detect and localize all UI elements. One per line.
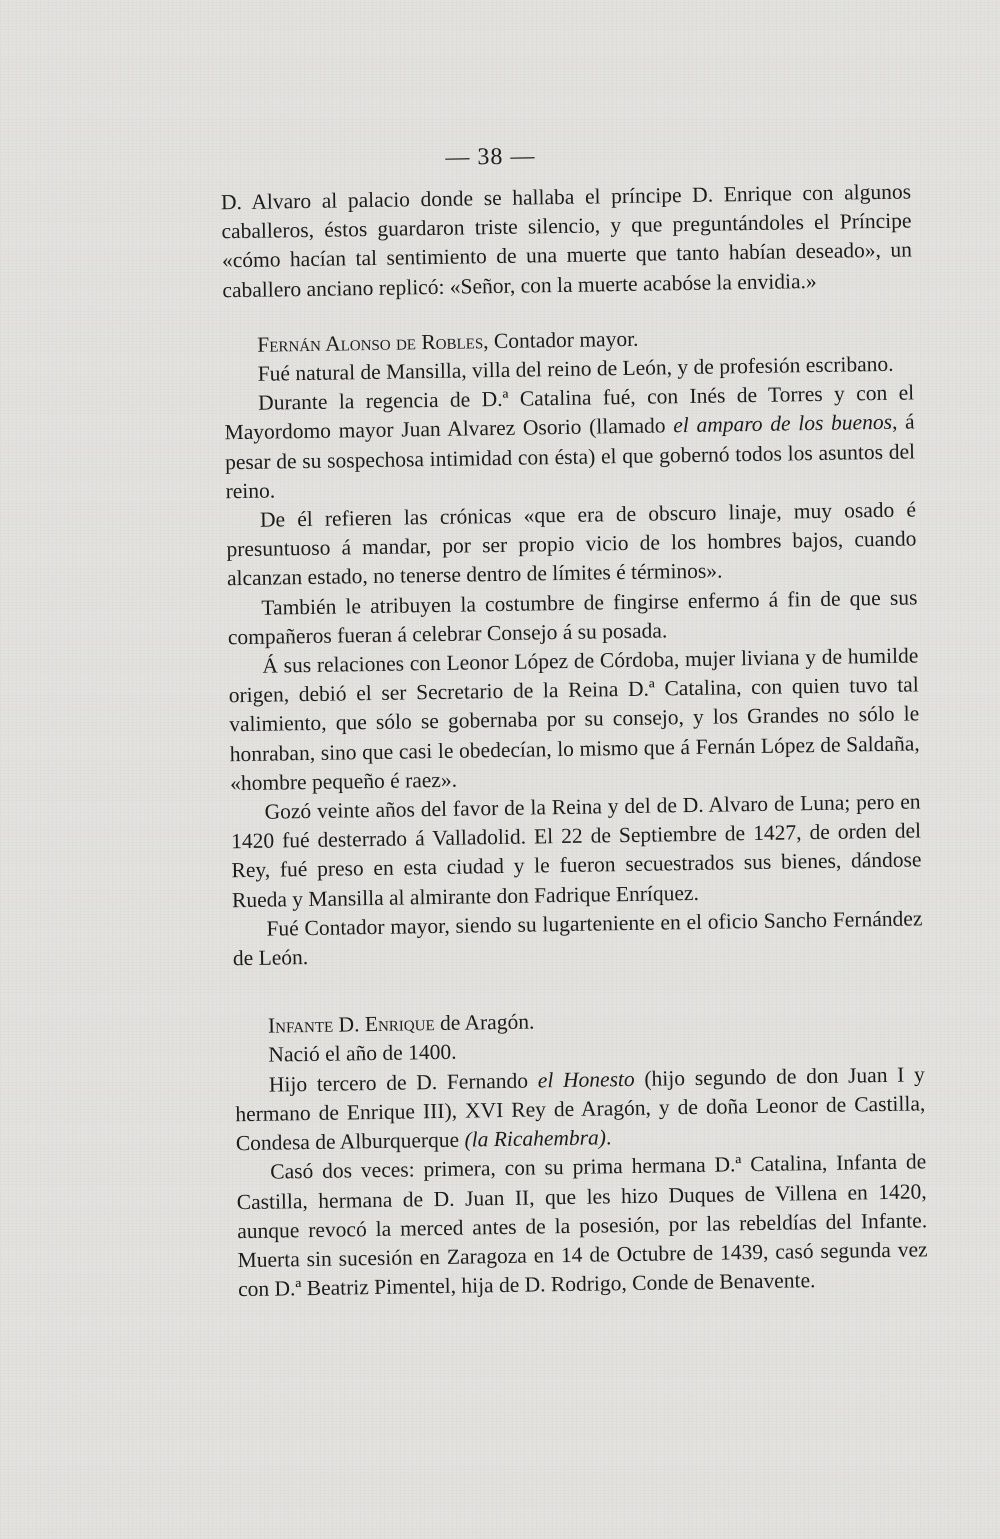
paragraph: De él refieren las crónicas «que era de obscuro linaje, muy osado é presuntuoso á mandar, por ser propio vicio de los hombres bajos, cuando alcanzan estado, no tenerse dentro de límites é términos». (226, 497, 917, 591)
paragraph (235, 1060, 926, 1158)
paragraph-text: , á pesar de su sospechosa intimidad con ésta) el que gobernó todos los asuntos del reino. (224, 409, 916, 504)
body-text (221, 177, 928, 1304)
entry-name: Fernán Alonso de Robles (257, 329, 484, 357)
paragraph: Á sus relaciones con Leonor López de Córdoba, mujer liviana y de humilde origen, debió el ser Secretario de la Reina D.ª Catalina, con quien tuvo tal valimiento, que sólo se gobernaba por su consejo, y los Grandes no sólo le honraban, sino que casi le obedecían, lo mismo que á Fernán López de Saldaña, «hombre pequeño é raez». (228, 643, 920, 796)
entry-title-rest: de Aragón. (434, 1009, 535, 1036)
italic-phrase: (la Ricahembra) (464, 1125, 607, 1152)
entry-title-word: Infante (267, 1012, 334, 1038)
page-number: — 38 — (445, 143, 536, 171)
paragraph-continuation: D. Alvaro al palacio donde se hallaba el príncipe D. Enrique con algunos caballeros, éstos guardaron triste silencio, y que preguntándoles el Príncipe «cómo hacían tal sentimiento de una muerte que tanto habían deseado», un caballero anciano replicó: «Señor, con la muerte acabóse la envidia.» (220, 179, 913, 302)
entry-title-word: D. (333, 1012, 366, 1037)
paragraph: Fué natural de Mansilla, villa del reino de León, y de profesión escribano. (257, 351, 894, 386)
paragraph-text: Hijo tercero de D. Fernando (268, 1068, 538, 1097)
paragraph: También le atribuyen la costumbre de fingirse enfermo á fin de que sus compañeros fueran á celebrar Consejo á su posada. (227, 585, 918, 650)
paragraph: Nació el año de 1400. (268, 1040, 457, 1068)
paragraph-text: (hijo segundo de don Juan I y hermano de Enrique III), XVI Rey de Aragón, y de doña Leonor de Castilla, Condesa de Alburquerque (235, 1062, 926, 1156)
paragraph: Casó dos veces: primera, con su prima hermana D.ª Catalina, Infanta de Castilla, hermana de D. Juan II, que les hizo Duques de Villena en 1420, aunque revocó la merced antes de la posesión, por las rebeldías del Infante. Muerta sin sucesión en Zaragoza en 14 de Octubre de 1439, casó segunda vez con D.ª Beatriz Pimentel, hija de D. Rodrigo, Conde de Benavente. (236, 1149, 928, 1302)
italic-phrase: el Honesto (537, 1066, 635, 1093)
entry-title: , Contador mayor. (483, 326, 639, 354)
paragraph (224, 379, 916, 507)
italic-phrase: el amparo de los buenos (673, 410, 893, 438)
paragraph-text: . (605, 1125, 612, 1150)
paragraph: Fué Contador mayor, siendo su lugarteniente en el oficio Sancho Fernández de León. (232, 906, 923, 971)
entry-name: Enrique (364, 1011, 435, 1037)
paragraph-text: Durante la regencia de D.ª Catalina fué, con Inés de Torres y con el Mayordomo mayor Juan Alvarez Osorio (llamado (224, 380, 915, 445)
paragraph: Gozó veinte años del favor de la Reina y del de D. Alvaro de Luna; pero en 1420 fué desterrado á Valladolid. El 22 de Septiembre de 1427, de orden del Rey, fué preso en esta ciudad y le fueron secuestrados sus bienes, dándose Rueda y Mansilla al almirante don Fadrique Enríquez. (230, 789, 922, 912)
